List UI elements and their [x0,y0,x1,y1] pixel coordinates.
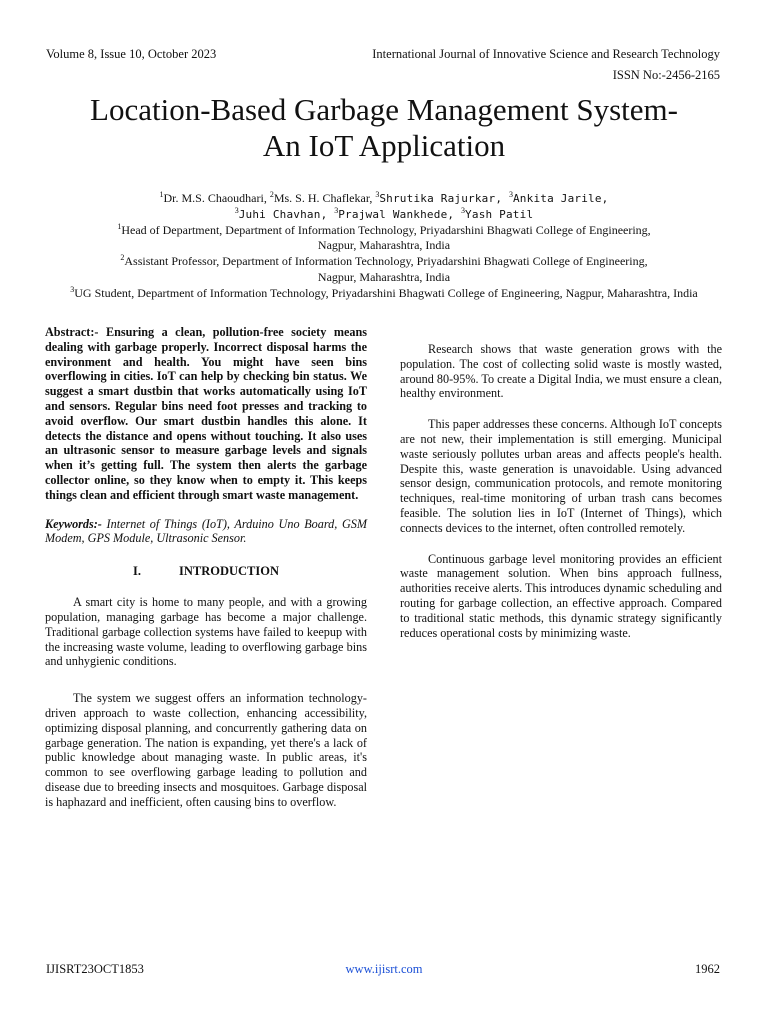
header-issn: ISSN No:-2456-2165 [612,68,720,82]
section-title: INTRODUCTION [178,564,279,579]
author-sup: 3 [375,190,380,199]
footer-page-number: 1962 [695,962,720,976]
footer-website [0,962,768,977]
right-column [400,342,722,640]
affiliation-2-line-2: Nagpur, Maharashtra, India [317,269,451,284]
author-name: Juhi Chavhan, [238,207,335,221]
affiliation-3-line-1 [30,286,738,302]
section-number: I. [132,564,141,579]
paper-title-line-2: An IoT Application [262,128,506,163]
affiliation-1-line-1 [30,223,738,239]
abstract-text: Ensuring a clean, pollution-free society means dealing with garbage properly. Incorrect disposal harms the environment and health. You might have seen bins overflowing in cities. IoT can help by checking bin status. We suggest a smart dustbin that works automatically using IoT and sensors. Regular bins need foot presses and tracking to avoid overflow. Our smart dustbin handles this alone. It detects the distance and opens without touching. It also uses an ultrasonic sensor to measure garbage levels and signals when it’s getting full. The system then alerts the garbage collector online, so they know when to empty it. This keeps things clean and efficient through smart waste management. [45,325,367,502]
keywords-text: Internet of Things (IoT), Arduino Uno Board, GSM Modem, GPS Module, Ultrasonic Sensor. [45,516,367,546]
website-link[interactable]: www.ijisrt.com [345,962,423,976]
section-heading-introduction [45,564,367,579]
body-paragraph: A smart city is home to many people, and with a growing population, managing garbage has become a major challenge. Traditional garbage collection systems have failed to keepup with the increasing waste volume, leading to overflowing garbage bins and unhygienic conditions. [45,595,367,669]
body-paragraph: Continuous garbage level monitoring provides an efficient waste management solution. When bins approach fullness, authorities receive alerts. This introduces dynamic scheduling and routing for garbage collection, an effective approach. Compared to traditional static methods, this dynamic strategy significantly reduces operational costs by minimizing waste. [400,551,722,640]
paper-title-line-1: Location-Based Garbage Management System- [90,92,678,127]
left-column [45,325,367,810]
author-name: Dr. M.S. Chaoudhari, [163,191,270,205]
author-name: Shrutika Rajurkar, [379,192,509,205]
author-line-2 [30,207,738,223]
author-block [30,191,738,302]
paper-title [40,92,728,164]
affiliation-text: UG Student, Department of Information Technology, Priyadarshini Bhagwati College of Engineering, Nagpur, Maharashtra, India [74,285,698,300]
keywords-label: Keywords:- [45,516,102,531]
abstract-label: Abstract:- [45,325,99,339]
affiliation-sup: 3 [70,284,75,294]
author-name: Ms. S. H. Chaflekar, [273,191,376,205]
affiliation-sup: 2 [120,253,125,263]
footer-paper-id: IJISRT23OCT1853 [46,962,144,976]
body-paragraph: Research shows that waste generation grows with the population. The cost of collecting solid waste is mostly wasted, around 80-95%. To create a Digital India, we must ensure a clean, healthy environment. [400,342,722,401]
author-sup: 3 [234,205,239,215]
author-name: Prajwal Wankhede, [338,207,462,221]
author-line-1 [30,191,738,207]
affiliation-2-line-1 [30,254,738,270]
author-name: Ankita Jarile, [512,192,609,205]
affiliation-text: Head of Department, Department of Information Technology, Priyadarshini Bhagwati College of Engineering, [121,222,651,237]
abstract [45,325,367,503]
author-sup: 3 [461,205,466,215]
author-sup: 1 [159,190,164,199]
affiliation-text: Assistant Professor, Department of Information Technology, Priyadarshini Bhagwati College of Engineering, [124,254,648,269]
body-paragraph: This paper addresses these concerns. Although IoT concepts are not new, their implementation is still emerging. Municipal waste seriously pollutes urban areas and affects people's health. Despite this, waste generation is unavoidable. Using advanced sensor design, communication protocols, and remote monitoring techniques, real-time monitoring of urban trash cans becomes feasible. The solution lies in IoT (Internet of Things), which connects devices to the internet, often controlled remotely. [400,417,722,535]
author-sup: 3 [334,205,339,215]
body-paragraph: The system we suggest offers an information technology-driven approach to waste collection, enhancing accessibility, optimizing disposal planning, and concurrently gathering data on garbage generation. The nation is expanding, yet there's a lack of public knowledge about managing waste. In public areas, it's common to see overflowing garbage leading to pollution and disease due to breeding insects and mosquitoes. Garbage disposal is haphazard and inefficient, often causing bins to overflow. [45,691,367,809]
header-volume: Volume 8, Issue 10, October 2023 [46,47,217,61]
author-sup: 2 [269,190,274,199]
author-name: Yash Patil [465,207,534,221]
author-sup: 3 [508,190,513,199]
affiliation-sup: 1 [117,221,122,231]
affiliation-1-line-2: Nagpur, Maharashtra, India [317,238,451,253]
header-journal-name: International Journal of Innovative Science and Research Technology [372,47,720,61]
keywords [45,517,367,547]
